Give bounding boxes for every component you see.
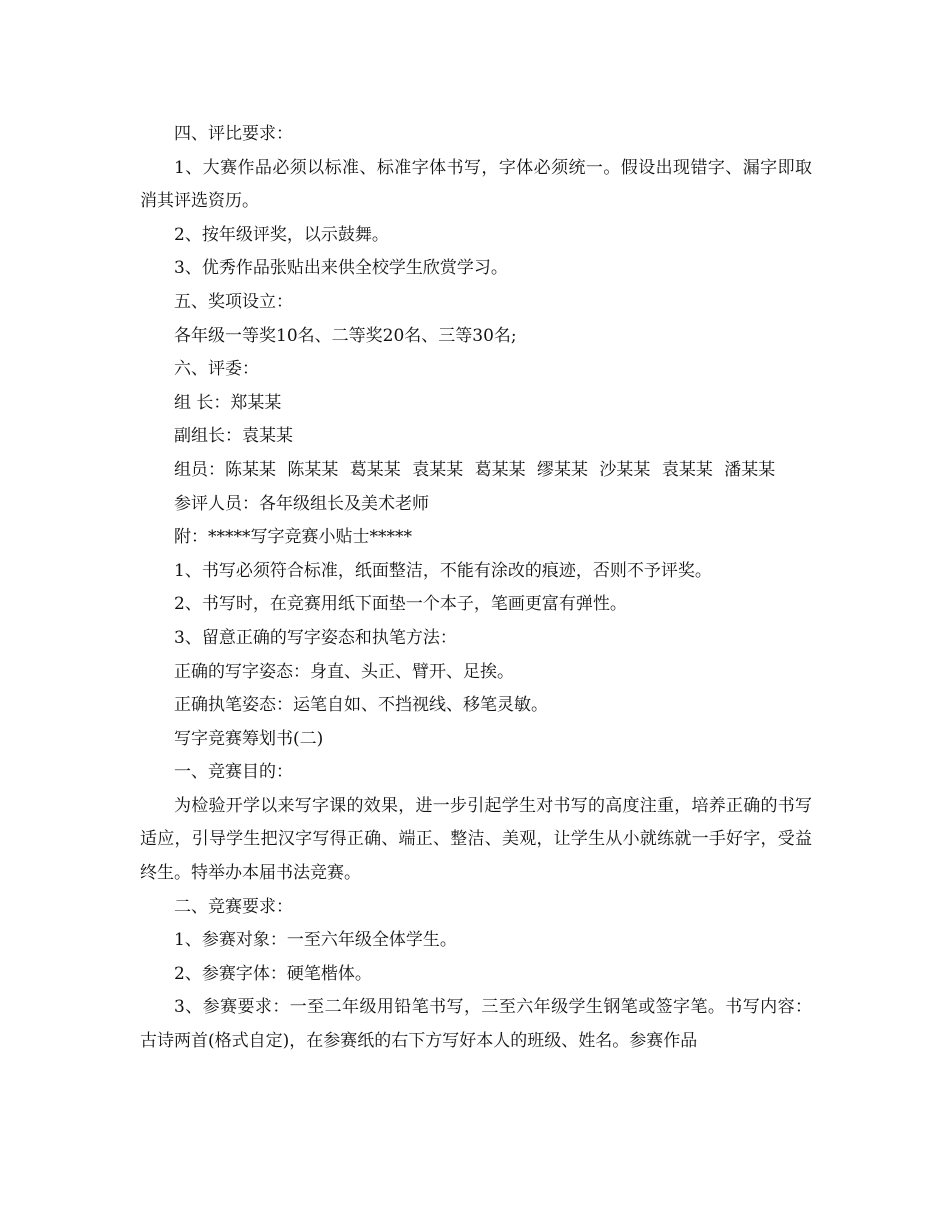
paragraph-judging-rule-1: 1、大赛作品必须以标准、标准字体书写，字体必须统一。假设出现错字、漏字即取消其评选资历。 bbox=[140, 157, 812, 212]
section-heading-judging-requirements: 四、评比要求： bbox=[174, 124, 293, 144]
paragraph-tip-2: 2、书写时，在竞赛用纸下面垫一个本子，笔画更富有弹性。 bbox=[174, 594, 627, 615]
paragraph-tip-3: 3、留意正确的写字姿态和执笔方法： bbox=[174, 627, 457, 648]
section-heading-purpose: 一、竞赛目的： bbox=[174, 762, 293, 783]
paragraph-judging-rule-3: 3、优秀作品张贴出来供全校学生欣赏学习。 bbox=[174, 258, 508, 279]
document-body bbox=[140, 118, 812, 1059]
document-subtitle: 写字竞赛筹划书(二) bbox=[174, 728, 324, 749]
paragraph-judging-rule-2: 2、按年级评奖，以示鼓舞。 bbox=[174, 224, 389, 245]
paragraph-entry-requirements: 3、参赛要求：一至二年级用铅笔书写，三至六年级学生钢笔或签字笔。书写内容：古诗两首(格式自定)，在参赛纸的右下方写好本人的班级、姓名。参赛作品 bbox=[140, 997, 812, 1052]
paragraph-participating-staff: 参评人员：各年级组长及美术老师 bbox=[174, 493, 429, 514]
section-heading-competition-requirements: 二、竞赛要求： bbox=[174, 896, 293, 917]
paragraph-judges-members: 组员：陈某某 陈某某 葛某某 袁某某 葛某某 缪某某 沙某某 袁某某 潘某某 bbox=[174, 459, 776, 480]
paragraph-tip-1: 1、书写必须符合标准，纸面整洁，不能有涂改的痕迹，否则不予评奖。 bbox=[174, 560, 712, 581]
section-heading-awards: 五、奖项设立： bbox=[174, 291, 293, 312]
paragraph-pen-grip: 正确执笔姿态：运笔自如、不挡视线、移笔灵敏。 bbox=[174, 695, 548, 716]
paragraph-judges-leader: 组 长：郑某某 bbox=[174, 392, 282, 413]
paragraph-awards-detail: 各年级一等奖10名、二等奖20名、三等30名; bbox=[174, 325, 517, 346]
paragraph-font-style: 2、参赛字体：硬笔楷体。 bbox=[174, 963, 372, 984]
paragraph-participants: 1、参赛对象：一至六年级全体学生。 bbox=[174, 930, 457, 951]
paragraph-writing-posture: 正确的写字姿态：身直、头正、臂开、足挨。 bbox=[174, 661, 514, 682]
paragraph-purpose-detail: 为检验开学以来写字课的效果，进一步引起学生对书写的高度注重，培养正确的书写适应，引导学生把汉字写得正确、端正、整洁、美观，让学生从小就练就一手好字，受益终生。特举办本届书法竞赛。 bbox=[140, 795, 812, 884]
paragraph-appendix-title: 附：*****写字竞赛小贴士***** bbox=[174, 527, 412, 548]
paragraph-judges-deputy: 副组长：袁某某 bbox=[174, 426, 293, 447]
section-heading-judges: 六、评委： bbox=[174, 359, 259, 380]
